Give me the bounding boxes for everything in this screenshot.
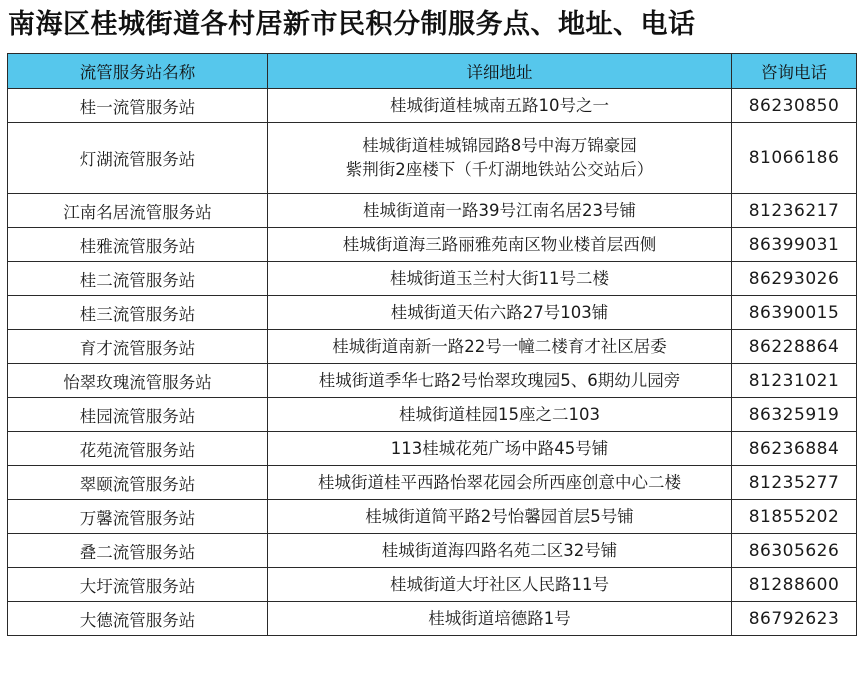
station-name: 翠颐流管服务站 — [8, 466, 268, 500]
station-address-line-2: 紫荆街2座楼下（千灯湖地铁站公交站后） — [345, 160, 654, 179]
station-phone: 81066186 — [732, 123, 857, 194]
table-row — [8, 296, 857, 330]
station-name: 万馨流管服务站 — [8, 500, 268, 534]
station-phone: 81235277 — [732, 466, 857, 500]
station-address: 桂城街道大圩社区人民路11号 — [268, 568, 732, 602]
table-row — [8, 194, 857, 228]
station-address: 桂城街道海四路名苑二区32号铺 — [268, 534, 732, 568]
station-address: 桂城街道天佑六路27号103铺 — [268, 296, 732, 330]
table-row — [8, 330, 857, 364]
station-phone: 86325919 — [732, 398, 857, 432]
table-row — [8, 262, 857, 296]
station-name: 灯湖流管服务站 — [8, 123, 268, 194]
station-address: 桂城街道海三路丽雅苑南区物业楼首层西侧 — [268, 228, 732, 262]
station-phone: 86293026 — [732, 262, 857, 296]
station-name: 桂一流管服务站 — [8, 89, 268, 123]
table-row — [8, 500, 857, 534]
station-address: 113桂城花苑广场中路45号铺 — [268, 432, 732, 466]
column-header-address: 详细地址 — [268, 54, 732, 89]
station-name: 叠二流管服务站 — [8, 534, 268, 568]
station-address-line-1: 桂城街道桂城锦园路8号中海万锦豪园 — [362, 136, 637, 155]
table-row — [8, 364, 857, 398]
station-name: 桂园流管服务站 — [8, 398, 268, 432]
table-row — [8, 89, 857, 123]
table-row — [8, 568, 857, 602]
station-name: 育才流管服务站 — [8, 330, 268, 364]
table-row — [8, 466, 857, 500]
column-header-phone: 咨询电话 — [732, 54, 857, 89]
station-name: 桂三流管服务站 — [8, 296, 268, 330]
station-phone: 86792623 — [732, 602, 857, 636]
table-row — [8, 398, 857, 432]
station-phone: 86399031 — [732, 228, 857, 262]
station-address: 桂城街道简平路2号怡馨园首层5号铺 — [268, 500, 732, 534]
station-address: 桂城街道桂园15座之二103 — [268, 398, 732, 432]
column-header-name: 流管服务站名称 — [8, 54, 268, 89]
table-row — [8, 228, 857, 262]
table-row — [8, 602, 857, 636]
station-phone: 86390015 — [732, 296, 857, 330]
station-address: 桂城街道桂平西路怡翠花园会所西座创意中心二楼 — [268, 466, 732, 500]
page-title: 南海区桂城街道各村居新市民积分制服务点、地址、电话 — [8, 9, 696, 40]
station-name: 江南名居流管服务站 — [8, 194, 268, 228]
table-row — [8, 432, 857, 466]
station-name: 桂二流管服务站 — [8, 262, 268, 296]
table-row — [8, 534, 857, 568]
station-phone: 86230850 — [732, 89, 857, 123]
station-name: 桂雅流管服务站 — [8, 228, 268, 262]
table-row — [8, 123, 857, 194]
station-address: 桂城街道季华七路2号怡翠玫瑰园5、6期幼儿园旁 — [268, 364, 732, 398]
service-station-table — [7, 53, 857, 636]
station-phone: 86305626 — [732, 534, 857, 568]
station-address: 桂城街道玉兰村大街11号二楼 — [268, 262, 732, 296]
station-name: 大德流管服务站 — [8, 602, 268, 636]
station-phone: 81236217 — [732, 194, 857, 228]
station-name: 花苑流管服务站 — [8, 432, 268, 466]
station-name: 怡翠玫瑰流管服务站 — [8, 364, 268, 398]
station-phone: 81231021 — [732, 364, 857, 398]
station-address: 桂城街道桂城南五路10号之一 — [268, 89, 732, 123]
station-address — [268, 123, 732, 194]
station-phone: 81855202 — [732, 500, 857, 534]
station-phone: 86228864 — [732, 330, 857, 364]
table-header-row — [8, 54, 857, 89]
station-address: 桂城街道南新一路22号一幢二楼育才社区居委 — [268, 330, 732, 364]
station-address: 桂城街道南一路39号江南名居23号铺 — [268, 194, 732, 228]
station-phone: 81288600 — [732, 568, 857, 602]
station-address: 桂城街道培德路1号 — [268, 602, 732, 636]
station-phone: 86236884 — [732, 432, 857, 466]
station-name: 大圩流管服务站 — [8, 568, 268, 602]
